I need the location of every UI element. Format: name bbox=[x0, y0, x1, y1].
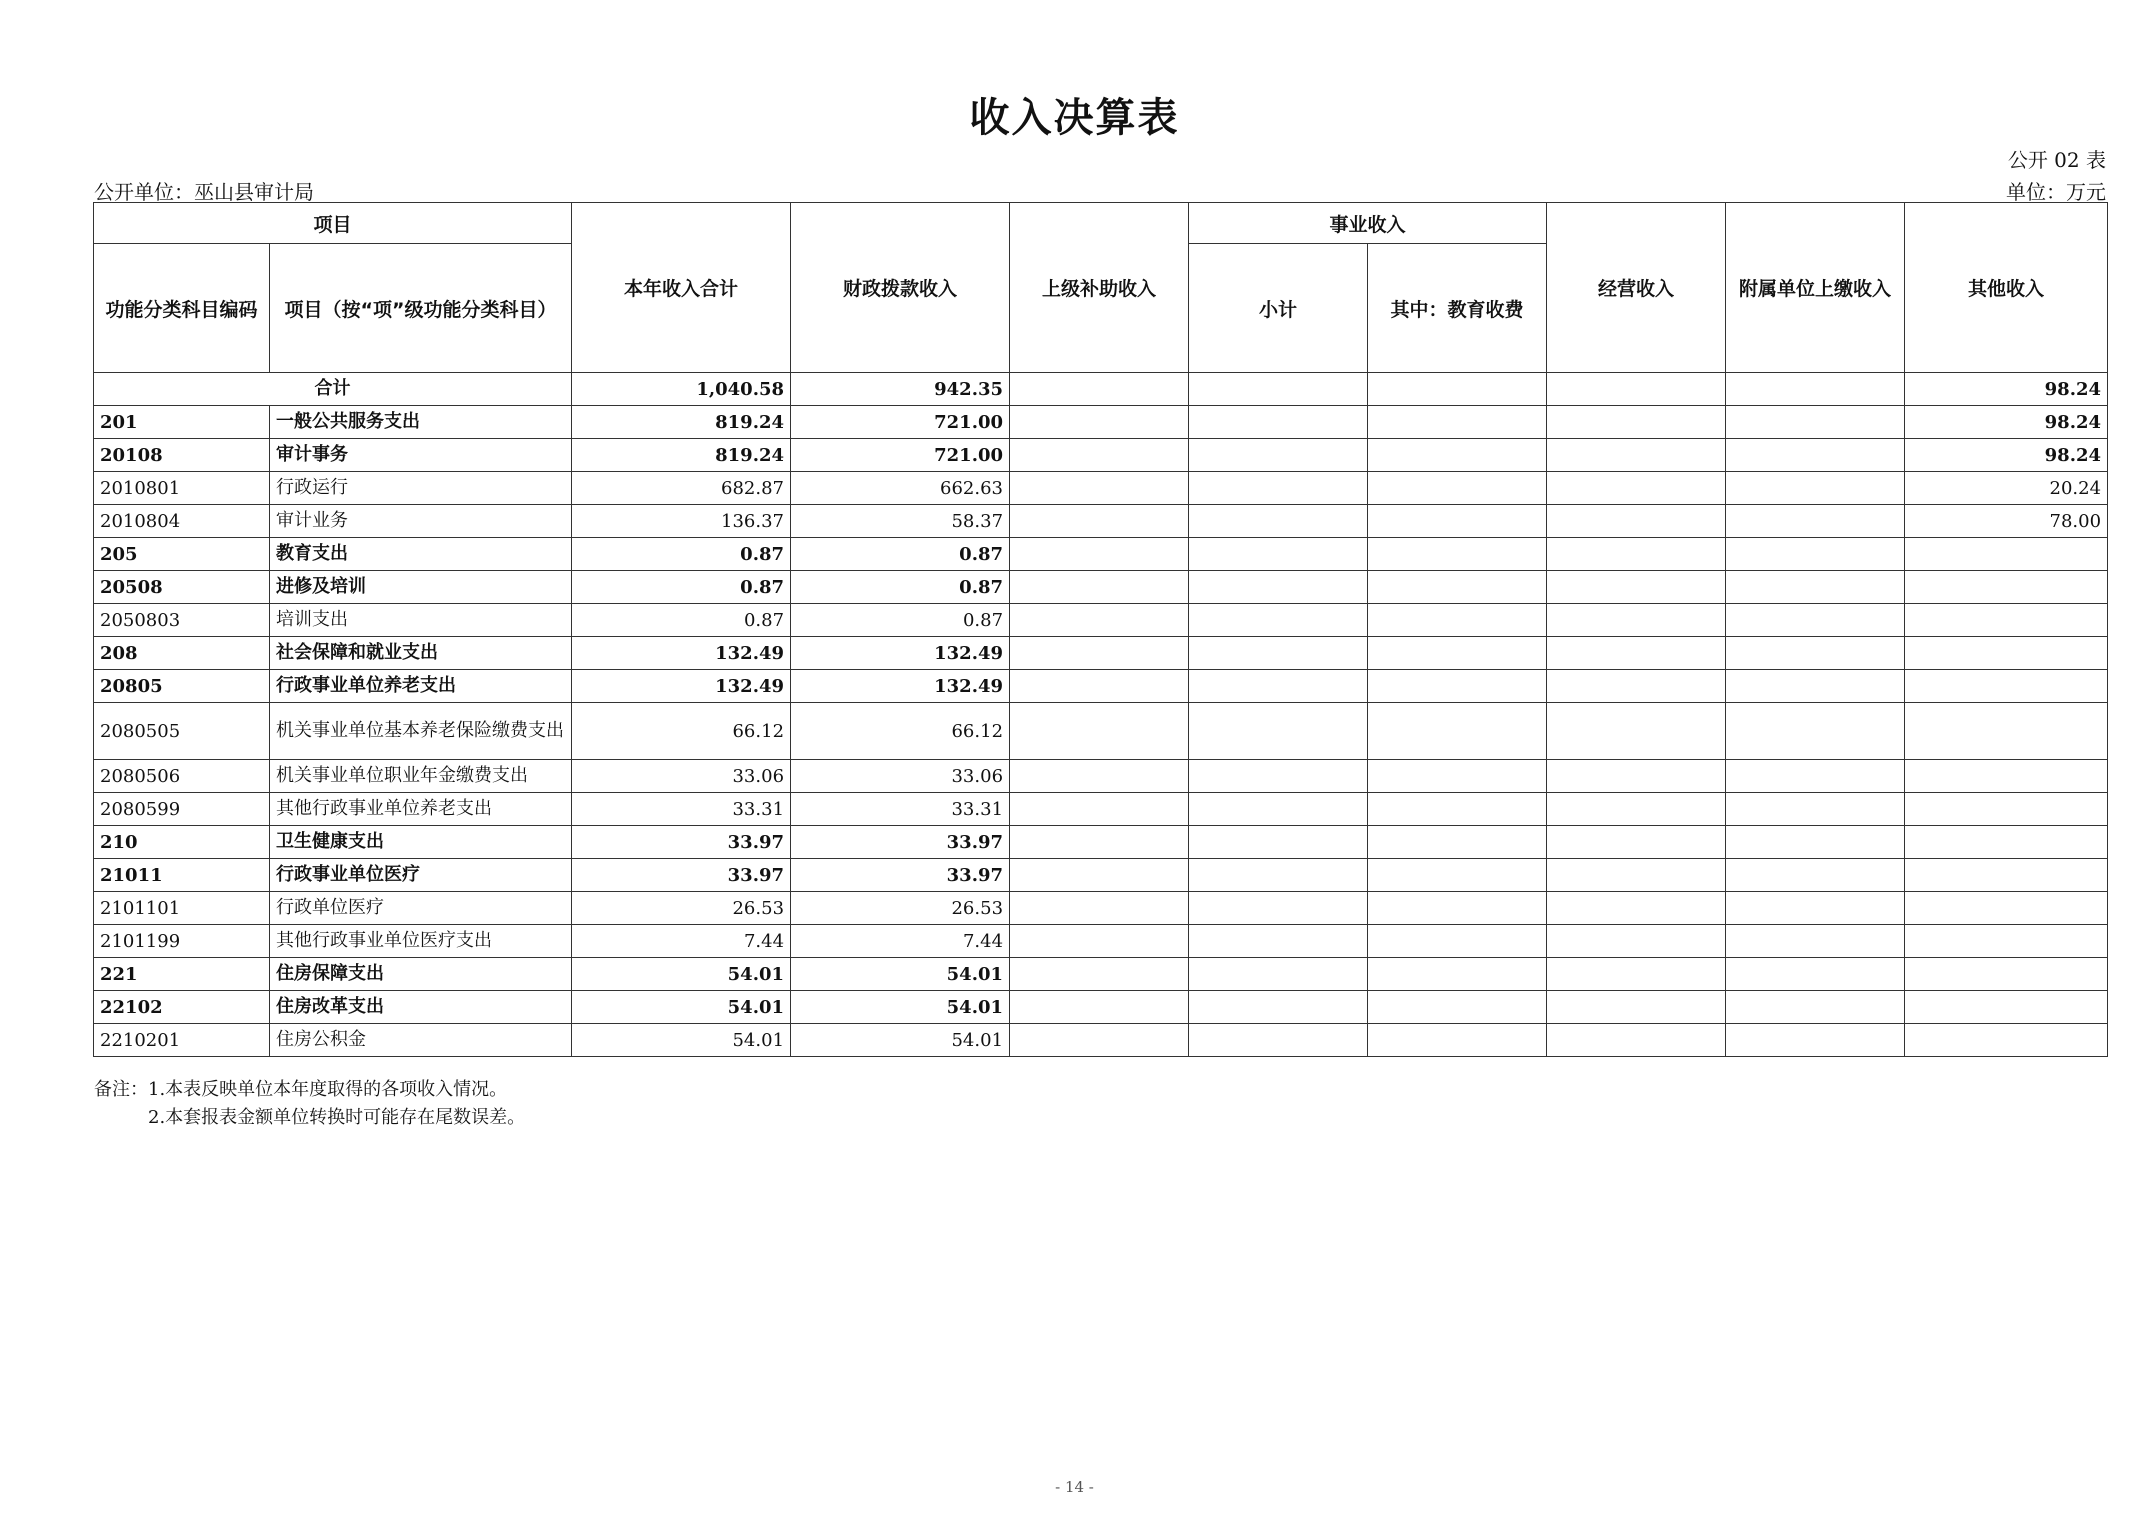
cell-subtotal bbox=[1189, 571, 1368, 604]
cell-name: 住房公积金 bbox=[270, 1024, 572, 1057]
cell-fiscal: 721.00 bbox=[791, 406, 1010, 439]
cell-superior bbox=[1010, 406, 1189, 439]
cell-affiliated bbox=[1726, 439, 1905, 472]
cell-superior bbox=[1010, 472, 1189, 505]
cell-operating bbox=[1547, 604, 1726, 637]
cell-other: 98.24 bbox=[1905, 373, 2108, 406]
table-row bbox=[94, 670, 2108, 703]
cell-subtotal bbox=[1189, 892, 1368, 925]
cell-superior bbox=[1010, 703, 1189, 760]
cell-name: 一般公共服务支出 bbox=[270, 406, 572, 439]
table-row bbox=[94, 760, 2108, 793]
table-row bbox=[94, 991, 2108, 1024]
cell-name: 其他行政事业单位养老支出 bbox=[270, 793, 572, 826]
cell-education bbox=[1368, 826, 1547, 859]
cell-code: 22102 bbox=[94, 991, 270, 1024]
cell-other bbox=[1905, 991, 2108, 1024]
header-project: 项目 bbox=[94, 203, 572, 244]
currency-unit: 单位：万元 bbox=[2006, 180, 2106, 204]
cell-total: 54.01 bbox=[572, 1024, 791, 1057]
header-affiliated: 附属单位上缴收入 bbox=[1726, 203, 1905, 373]
cell-other: 20.24 bbox=[1905, 472, 2108, 505]
table-row bbox=[94, 472, 2108, 505]
table-row bbox=[94, 604, 2108, 637]
cell-other bbox=[1905, 859, 2108, 892]
cell-superior bbox=[1010, 958, 1189, 991]
cell-affiliated bbox=[1726, 373, 1905, 406]
cell-operating bbox=[1547, 472, 1726, 505]
cell-superior bbox=[1010, 793, 1189, 826]
cell-operating bbox=[1547, 760, 1726, 793]
cell-subtotal bbox=[1189, 472, 1368, 505]
cell-education bbox=[1368, 637, 1547, 670]
cell-code: 2080506 bbox=[94, 760, 270, 793]
cell-affiliated bbox=[1726, 472, 1905, 505]
cell-affiliated bbox=[1726, 892, 1905, 925]
cell-other: 78.00 bbox=[1905, 505, 2108, 538]
cell-other bbox=[1905, 793, 2108, 826]
cell-affiliated bbox=[1726, 991, 1905, 1024]
cell-total: 54.01 bbox=[572, 991, 791, 1024]
cell-affiliated bbox=[1726, 760, 1905, 793]
cell-total: 0.87 bbox=[572, 538, 791, 571]
cell-total: 136.37 bbox=[572, 505, 791, 538]
cell-name: 进修及培训 bbox=[270, 571, 572, 604]
cell-education bbox=[1368, 670, 1547, 703]
cell-superior bbox=[1010, 439, 1189, 472]
cell-education bbox=[1368, 925, 1547, 958]
header-name: 项目（按“项”级功能分类科目） bbox=[270, 244, 572, 373]
header-operating: 经营收入 bbox=[1547, 203, 1726, 373]
cell-code: 2210201 bbox=[94, 1024, 270, 1057]
cell-other bbox=[1905, 760, 2108, 793]
cell-subtotal bbox=[1189, 505, 1368, 538]
cell-superior bbox=[1010, 571, 1189, 604]
cell-superior bbox=[1010, 604, 1189, 637]
cell-name: 行政运行 bbox=[270, 472, 572, 505]
cell-other bbox=[1905, 892, 2108, 925]
cell-fiscal: 0.87 bbox=[791, 538, 1010, 571]
cell-affiliated bbox=[1726, 958, 1905, 991]
cell-education bbox=[1368, 892, 1547, 925]
table-row bbox=[94, 826, 2108, 859]
cell-code: 2080599 bbox=[94, 793, 270, 826]
cell-affiliated bbox=[1726, 604, 1905, 637]
cell-fiscal: 33.97 bbox=[791, 826, 1010, 859]
page-number: - 14 - bbox=[1055, 1478, 1094, 1496]
cell-fiscal: 54.01 bbox=[791, 958, 1010, 991]
cell-fiscal: 33.97 bbox=[791, 859, 1010, 892]
cell-fiscal: 26.53 bbox=[791, 892, 1010, 925]
table-row bbox=[94, 793, 2108, 826]
cell-total: 33.31 bbox=[572, 793, 791, 826]
table-row bbox=[94, 637, 2108, 670]
cell-total: 33.97 bbox=[572, 826, 791, 859]
cell-total: 66.12 bbox=[572, 703, 791, 760]
cell-fiscal: 66.12 bbox=[791, 703, 1010, 760]
cell-code: 205 bbox=[94, 538, 270, 571]
cell-education bbox=[1368, 760, 1547, 793]
cell-operating bbox=[1547, 538, 1726, 571]
cell-code: 2010801 bbox=[94, 472, 270, 505]
cell-total: 682.87 bbox=[572, 472, 791, 505]
cell-superior bbox=[1010, 373, 1189, 406]
cell-total: 33.97 bbox=[572, 859, 791, 892]
table-row bbox=[94, 571, 2108, 604]
cell-fiscal: 0.87 bbox=[791, 604, 1010, 637]
cell-subtotal bbox=[1189, 1024, 1368, 1057]
cell-subtotal bbox=[1189, 925, 1368, 958]
cell-name: 行政事业单位医疗 bbox=[270, 859, 572, 892]
header-superior: 上级补助收入 bbox=[1010, 203, 1189, 373]
cell-operating bbox=[1547, 406, 1726, 439]
cell-affiliated bbox=[1726, 538, 1905, 571]
cell-other bbox=[1905, 925, 2108, 958]
cell-education bbox=[1368, 991, 1547, 1024]
cell-education bbox=[1368, 406, 1547, 439]
cell-fiscal: 662.63 bbox=[791, 472, 1010, 505]
header-other: 其他收入 bbox=[1905, 203, 2108, 373]
header-business: 事业收入 bbox=[1189, 203, 1547, 244]
cell-name: 培训支出 bbox=[270, 604, 572, 637]
cell-affiliated bbox=[1726, 859, 1905, 892]
cell-code: 2101101 bbox=[94, 892, 270, 925]
cell-education bbox=[1368, 439, 1547, 472]
cell-total: 0.87 bbox=[572, 571, 791, 604]
cell-subtotal bbox=[1189, 670, 1368, 703]
header-code: 功能分类科目编码 bbox=[94, 244, 270, 373]
cell-other bbox=[1905, 958, 2108, 991]
cell-education bbox=[1368, 859, 1547, 892]
cell-education bbox=[1368, 505, 1547, 538]
cell-fiscal: 7.44 bbox=[791, 925, 1010, 958]
cell-total: 54.01 bbox=[572, 958, 791, 991]
cell-total: 132.49 bbox=[572, 670, 791, 703]
cell-other bbox=[1905, 604, 2108, 637]
table-row bbox=[94, 439, 2108, 472]
cell-name: 行政事业单位养老支出 bbox=[270, 670, 572, 703]
cell-fiscal: 54.01 bbox=[791, 991, 1010, 1024]
page-title: 收入决算表 bbox=[969, 95, 1180, 141]
cell-superior bbox=[1010, 505, 1189, 538]
cell-fiscal: 33.31 bbox=[791, 793, 1010, 826]
cell-affiliated bbox=[1726, 826, 1905, 859]
header-total: 本年收入合计 bbox=[572, 203, 791, 373]
cell-subtotal bbox=[1189, 826, 1368, 859]
header-subtotal: 小计 bbox=[1189, 244, 1368, 373]
cell-total: 0.87 bbox=[572, 604, 791, 637]
table-row-total bbox=[94, 373, 2108, 406]
cell-education bbox=[1368, 793, 1547, 826]
cell-operating bbox=[1547, 1024, 1726, 1057]
cell-subtotal bbox=[1189, 859, 1368, 892]
cell-other bbox=[1905, 571, 2108, 604]
cell-subtotal bbox=[1189, 538, 1368, 571]
cell-subtotal bbox=[1189, 439, 1368, 472]
cell-superior bbox=[1010, 637, 1189, 670]
cell-code: 201 bbox=[94, 406, 270, 439]
cell-operating bbox=[1547, 892, 1726, 925]
cell-code: 2050803 bbox=[94, 604, 270, 637]
cell-name: 合计 bbox=[94, 373, 572, 406]
cell-code: 221 bbox=[94, 958, 270, 991]
cell-total: 819.24 bbox=[572, 406, 791, 439]
cell-education bbox=[1368, 1024, 1547, 1057]
cell-name: 审计业务 bbox=[270, 505, 572, 538]
cell-education bbox=[1368, 373, 1547, 406]
table-number: 公开 02 表 bbox=[2007, 148, 2106, 172]
cell-operating bbox=[1547, 991, 1726, 1024]
cell-affiliated bbox=[1726, 505, 1905, 538]
cell-code: 210 bbox=[94, 826, 270, 859]
cell-subtotal bbox=[1189, 604, 1368, 637]
cell-superior bbox=[1010, 859, 1189, 892]
cell-name: 社会保障和就业支出 bbox=[270, 637, 572, 670]
cell-subtotal bbox=[1189, 406, 1368, 439]
cell-name: 机关事业单位基本养老保险缴费支出 bbox=[270, 703, 572, 760]
cell-fiscal: 721.00 bbox=[791, 439, 1010, 472]
cell-name: 住房保障支出 bbox=[270, 958, 572, 991]
cell-fiscal: 132.49 bbox=[791, 670, 1010, 703]
cell-superior bbox=[1010, 991, 1189, 1024]
cell-other bbox=[1905, 1024, 2108, 1057]
cell-operating bbox=[1547, 793, 1726, 826]
cell-superior bbox=[1010, 538, 1189, 571]
cell-operating bbox=[1547, 571, 1726, 604]
cell-superior bbox=[1010, 760, 1189, 793]
cell-superior bbox=[1010, 925, 1189, 958]
cell-code: 20508 bbox=[94, 571, 270, 604]
cell-affiliated bbox=[1726, 571, 1905, 604]
cell-operating bbox=[1547, 439, 1726, 472]
cell-code: 2010804 bbox=[94, 505, 270, 538]
cell-affiliated bbox=[1726, 925, 1905, 958]
cell-education bbox=[1368, 538, 1547, 571]
cell-other bbox=[1905, 670, 2108, 703]
cell-name: 卫生健康支出 bbox=[270, 826, 572, 859]
cell-affiliated bbox=[1726, 406, 1905, 439]
cell-affiliated bbox=[1726, 793, 1905, 826]
cell-other bbox=[1905, 826, 2108, 859]
cell-operating bbox=[1547, 958, 1726, 991]
cell-operating bbox=[1547, 670, 1726, 703]
cell-name: 住房改革支出 bbox=[270, 991, 572, 1024]
cell-name: 审计事务 bbox=[270, 439, 572, 472]
cell-subtotal bbox=[1189, 793, 1368, 826]
cell-total: 33.06 bbox=[572, 760, 791, 793]
table-row bbox=[94, 538, 2108, 571]
cell-superior bbox=[1010, 892, 1189, 925]
cell-name: 机关事业单位职业年金缴费支出 bbox=[270, 760, 572, 793]
cell-fiscal: 33.06 bbox=[791, 760, 1010, 793]
cell-operating bbox=[1547, 826, 1726, 859]
cell-other: 98.24 bbox=[1905, 406, 2108, 439]
cell-fiscal: 0.87 bbox=[791, 571, 1010, 604]
cell-subtotal bbox=[1189, 760, 1368, 793]
note-line: 2.本套报表金额单位转换时可能存在尾数误差。 bbox=[148, 1107, 526, 1128]
cell-fiscal: 58.37 bbox=[791, 505, 1010, 538]
cell-subtotal bbox=[1189, 373, 1368, 406]
cell-name: 行政单位医疗 bbox=[270, 892, 572, 925]
income-final-accounts-table bbox=[93, 202, 2108, 1057]
cell-education bbox=[1368, 604, 1547, 637]
cell-other: 98.24 bbox=[1905, 439, 2108, 472]
cell-operating bbox=[1547, 859, 1726, 892]
table-row bbox=[94, 1024, 2108, 1057]
cell-affiliated bbox=[1726, 703, 1905, 760]
cell-total: 819.24 bbox=[572, 439, 791, 472]
cell-code: 21011 bbox=[94, 859, 270, 892]
cell-name: 教育支出 bbox=[270, 538, 572, 571]
cell-affiliated bbox=[1726, 670, 1905, 703]
cell-affiliated bbox=[1726, 637, 1905, 670]
cell-subtotal bbox=[1189, 703, 1368, 760]
reporting-unit: 公开单位：巫山县审计局 bbox=[94, 180, 314, 204]
cell-other bbox=[1905, 703, 2108, 760]
header-education: 其中：教育收费 bbox=[1368, 244, 1547, 373]
cell-total: 26.53 bbox=[572, 892, 791, 925]
cell-affiliated bbox=[1726, 1024, 1905, 1057]
cell-education bbox=[1368, 703, 1547, 760]
table-row bbox=[94, 892, 2108, 925]
table-row bbox=[94, 859, 2108, 892]
table-row bbox=[94, 958, 2108, 991]
table-row bbox=[94, 703, 2108, 760]
cell-operating bbox=[1547, 505, 1726, 538]
cell-subtotal bbox=[1189, 991, 1368, 1024]
cell-code: 2101199 bbox=[94, 925, 270, 958]
cell-fiscal: 54.01 bbox=[791, 1024, 1010, 1057]
cell-operating bbox=[1547, 373, 1726, 406]
table-notes bbox=[94, 1076, 525, 1132]
cell-name: 其他行政事业单位医疗支出 bbox=[270, 925, 572, 958]
table-row bbox=[94, 505, 2108, 538]
cell-code: 20108 bbox=[94, 439, 270, 472]
cell-total: 132.49 bbox=[572, 637, 791, 670]
cell-education bbox=[1368, 571, 1547, 604]
cell-subtotal bbox=[1189, 637, 1368, 670]
cell-superior bbox=[1010, 1024, 1189, 1057]
cell-other bbox=[1905, 637, 2108, 670]
cell-fiscal: 942.35 bbox=[791, 373, 1010, 406]
cell-code: 20805 bbox=[94, 670, 270, 703]
cell-fiscal: 132.49 bbox=[791, 637, 1010, 670]
cell-total: 7.44 bbox=[572, 925, 791, 958]
cell-superior bbox=[1010, 670, 1189, 703]
cell-operating bbox=[1547, 925, 1726, 958]
cell-code: 208 bbox=[94, 637, 270, 670]
header-fiscal: 财政拨款收入 bbox=[791, 203, 1010, 373]
note-line: 备注：1.本表反映单位本年度取得的各项收入情况。 bbox=[94, 1079, 508, 1100]
cell-operating bbox=[1547, 703, 1726, 760]
cell-education bbox=[1368, 958, 1547, 991]
table-row bbox=[94, 406, 2108, 439]
cell-subtotal bbox=[1189, 958, 1368, 991]
cell-other bbox=[1905, 538, 2108, 571]
cell-superior bbox=[1010, 826, 1189, 859]
cell-operating bbox=[1547, 637, 1726, 670]
cell-education bbox=[1368, 472, 1547, 505]
cell-total: 1,040.58 bbox=[572, 373, 791, 406]
table-row bbox=[94, 925, 2108, 958]
cell-code: 2080505 bbox=[94, 703, 270, 760]
